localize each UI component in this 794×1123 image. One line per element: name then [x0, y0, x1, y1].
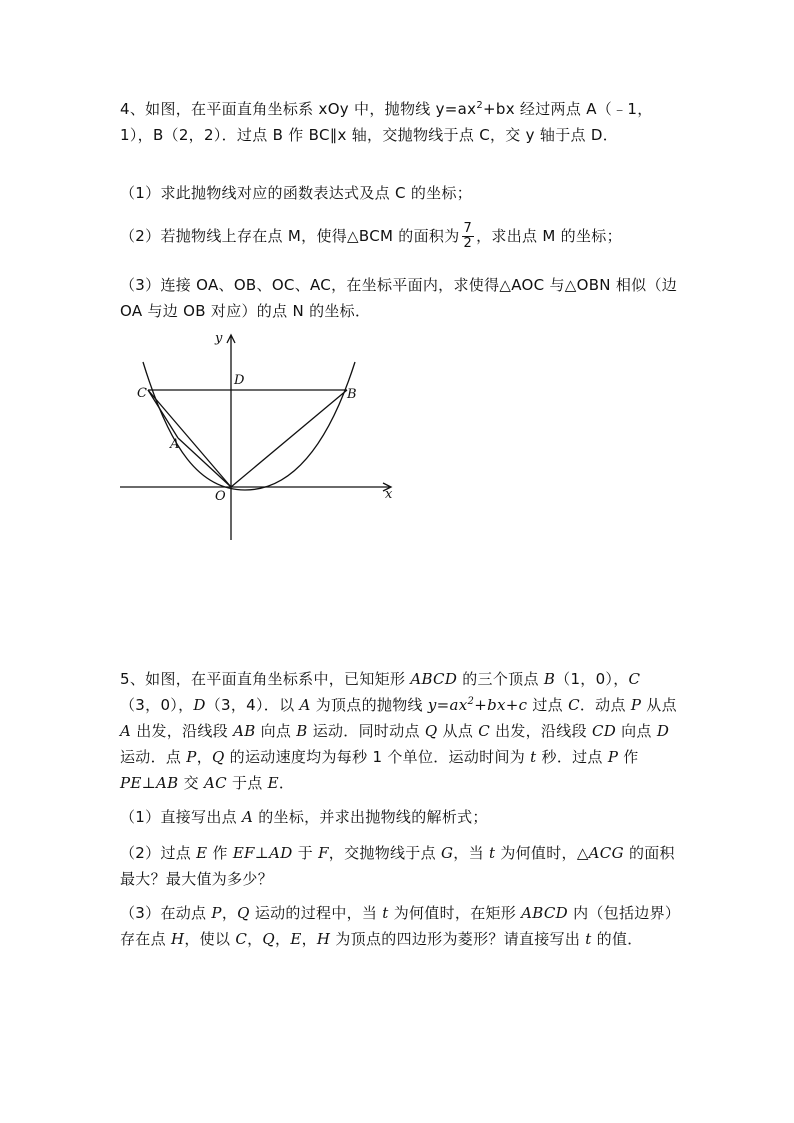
p5-q2-text: ，当	[453, 844, 489, 862]
fraction-seven-halves	[462, 222, 475, 251]
problem4-question1: （1）求此抛物线对应的函数表达式及点 C 的坐标；	[120, 184, 473, 202]
fraction-numerator: 7	[463, 221, 473, 236]
problem4-intro-text-2: +bx 经过两点 A（﹣1，1），B（2，2）．过点 B 作 BC∥x 轴，交抛物线于点 C，交 y 轴于点 D．	[120, 100, 653, 144]
p5-q1-var-a: A	[242, 808, 254, 826]
p5-var-b: B	[543, 670, 556, 688]
problem4-question2	[120, 222, 700, 251]
segment-ac	[148, 390, 178, 438]
label-x: x	[385, 487, 393, 502]
p5-text: ．动点	[579, 696, 631, 714]
p5-q1-text: 的坐标，并求出抛物线的解析式；	[253, 808, 488, 826]
p5-var-a: A	[299, 696, 311, 714]
p5-var-ab: AB	[233, 722, 256, 740]
p5-var-d: D	[193, 696, 206, 714]
p5-var-p: P	[186, 748, 197, 766]
p5-q2-text: 为何值时，△	[495, 844, 589, 862]
p5-text: 为顶点的抛物线	[310, 696, 428, 714]
p5-var-t: t	[530, 748, 537, 766]
problem5-intro	[120, 666, 680, 796]
problem5-question3	[120, 900, 680, 952]
p5-var-c: C	[478, 722, 491, 740]
p5-equation-sup: 2	[467, 696, 475, 707]
p5-var-q: Q	[424, 722, 438, 740]
p5-equation: +bx+c	[474, 696, 528, 714]
p5-text: 过点	[527, 696, 569, 714]
p5-q3-var-t: t	[585, 930, 592, 948]
p5-q3-var-q: Q	[237, 904, 250, 922]
p5-var-p: P	[630, 696, 642, 714]
p5-var-ac: AC	[203, 774, 227, 792]
parabola-curve	[143, 362, 355, 490]
p5-var-b: B	[296, 722, 308, 740]
p5-text: 运动．点	[120, 748, 187, 766]
p5-text: 出发，沿线段	[490, 722, 592, 740]
segment-oc	[148, 390, 231, 487]
p5-text: 向点	[616, 722, 657, 740]
p5-text: 从点	[641, 696, 677, 714]
segment-ob	[231, 390, 347, 487]
p5-q3-text: 为顶点的四边形为菱形？请直接写出	[330, 930, 586, 948]
p5-q3-text: ，使以	[184, 930, 236, 948]
p5-text: 5、如图，在平面直角坐标系中，已知矩形	[120, 670, 411, 688]
p5-equation: y=ax	[427, 696, 468, 714]
p5-q3-text: ，	[247, 930, 263, 948]
p5-var-a: A	[120, 722, 132, 740]
label-o: O	[215, 489, 226, 504]
p5-text: 于点	[226, 774, 268, 792]
p5-text: 秒．过点	[536, 748, 608, 766]
p5-text: 的运动速度均为每秒 1 个单位．运动时间为	[224, 748, 531, 766]
p5-q3-var-p: P	[211, 904, 222, 922]
p5-q2-var-ef: EF⊥AD	[232, 844, 293, 862]
p5-var-abcd: ABCD	[410, 670, 458, 688]
label-a: A	[170, 437, 180, 452]
p5-q3-text: 内（包括边界）存在点	[120, 904, 673, 948]
problem4-q2-text-before: （2）若抛物线上存在点 M，使得△BCM 的面积为	[120, 227, 460, 245]
p5-q3-text: （3）在动点	[120, 904, 212, 922]
p5-q2-text: ，交抛物线于点	[328, 844, 441, 862]
p5-text: 向点	[255, 722, 297, 740]
p5-text: （1，0），	[555, 670, 629, 688]
fraction-denominator: 2	[463, 236, 473, 251]
p5-q3-var-c: C	[235, 930, 248, 948]
p5-q3-text: 为何值时，在矩形	[388, 904, 522, 922]
p5-q1-text: （1）直接写出点	[120, 808, 243, 826]
p5-q3-var-h: H	[316, 930, 331, 948]
p5-var-c: C	[628, 670, 641, 688]
p5-var-q: Q	[212, 748, 225, 766]
p5-q2-var-acg: ACG	[588, 844, 624, 862]
p5-text: ．	[278, 774, 295, 792]
problem4-question3: （3）连接 OA、OB、OC、AC，在坐标平面内，求使得△AOC 与△OBN 相似（边 OA 与边 OB 对应）的点 N 的坐标．	[120, 276, 678, 320]
p5-var-d: D	[656, 722, 670, 740]
p5-q2-text: 于	[292, 844, 319, 862]
p5-var-pe: PE⊥AB	[120, 774, 179, 792]
p5-q3-text: 运动的过程中，当	[249, 904, 383, 922]
problem5-question2	[120, 840, 680, 892]
p5-text: （3，0），	[120, 696, 194, 714]
p5-var-e: E	[267, 774, 279, 792]
p5-q2-text: 的面积最大？最大值为多少？	[120, 844, 675, 888]
segment-oa	[178, 438, 231, 487]
label-y: y	[215, 331, 223, 346]
p5-text: 从点	[437, 722, 479, 740]
problem4-intro-text-1: 4、如图，在平面直角坐标系 xOy 中，抛物线 y=ax	[120, 100, 477, 118]
p5-q3-text: ，	[275, 930, 291, 948]
p5-q3-text: ，	[301, 930, 317, 948]
p5-text: ，	[196, 748, 212, 766]
p5-text: 运动．同时动点	[307, 722, 425, 740]
p5-q3-var-abcd: ABCD	[521, 904, 569, 922]
p5-text: 作	[618, 748, 639, 766]
p5-text: 交	[178, 774, 204, 792]
p5-text: （3，4）．以	[205, 696, 300, 714]
p5-q2-var-t: t	[488, 844, 496, 862]
p5-q2-var-g: G	[440, 844, 454, 862]
label-d: D	[234, 373, 245, 388]
p5-q3-text: ，	[221, 904, 238, 922]
label-c: C	[137, 386, 147, 401]
p5-var-p: P	[607, 748, 619, 766]
parabola-figure	[115, 330, 405, 550]
problem4-q2-text-after: ，求出点 M 的坐标；	[476, 227, 622, 245]
p5-q3-var-e: E	[290, 930, 302, 948]
p5-q2-text: 作	[207, 844, 233, 862]
p5-q3-text: 的值．	[591, 930, 643, 948]
label-b: B	[347, 387, 357, 402]
p5-q2-text: （2）过点	[120, 844, 197, 862]
p5-q2-var-e: E	[196, 844, 208, 862]
problem5-question1	[120, 804, 680, 830]
p5-var-c: C	[568, 696, 580, 714]
p5-var-cd: CD	[591, 722, 617, 740]
p5-q3-var-h: H	[170, 930, 185, 948]
problem4-intro-superscript: 2	[476, 100, 483, 111]
p5-q2-var-f: F	[318, 844, 329, 862]
p5-text: 的三个顶点	[457, 670, 544, 688]
p5-q3-var-t: t	[382, 904, 389, 922]
p5-text: 出发，沿线段	[131, 722, 234, 740]
p5-q3-var-q: Q	[262, 930, 276, 948]
problem4-intro	[120, 96, 680, 148]
